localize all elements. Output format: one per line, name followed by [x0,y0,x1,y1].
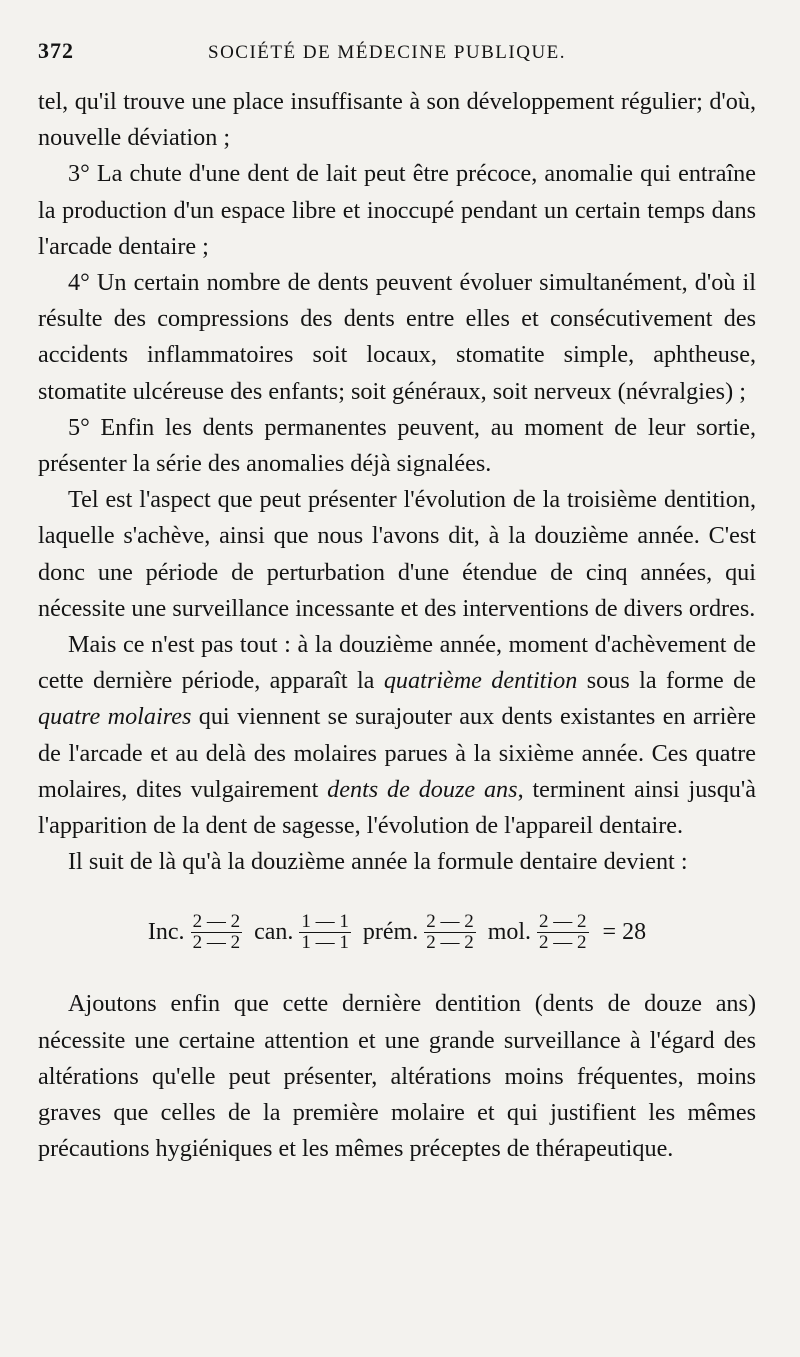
paragraph-item-5: 5° Enfin les dents permanentes peuvent, au moment de leur sortie, présenter la série des anomalies déjà signalées. [38,413,756,478]
emphasis-dents-de-douze-ans: dents de douze ans [327,775,518,803]
body-text [38,84,756,1167]
running-title: SOCIÉTÉ DE MÉDECINE PUBLIQUE. [208,42,567,63]
formula-canines: can. $\frac{1 — 1}{1 — 1}$ [254,910,349,953]
paragraph-item-4: 4° Un certain nombre de dents peuvent évoluer simultanément, d'où il résulte des compressions des dents entre elles et consécutivement des accidents inflammatoires soit locaux, stomatite simple, aphtheuse, stomatite ulcéreuse des enfants; soit généraux, soit nerveux (névralgies) ; [38,269,756,405]
paragraph-continuation: tel, qu'il trouve une place insuffisante à son développement régulier; d'où, nouvelle déviation ; [38,88,756,152]
formula-premolars: prém. $\frac{2 — 2}{2 — 2}$ [362,910,474,953]
page-header [38,38,756,78]
dental-formula [38,888,756,976]
emphasis-quatre-molaires: quatre molaires [38,703,192,731]
formula-molars: mol. $\frac{2 — 2}{2 — 2}$ [487,910,587,953]
paragraph-fourth-dentition: Mais ce n'est pas tout : à la douzième année, moment d'achèvement de cette dernière période, apparaît la quatrième dentition sous la forme de quatre molaires qui viennent se surajouter aux dents existantes en arrière de l'arcade et au delà des molaires parues à la sixième année. Ces quatre molaires, dites vulgairement dents de douze ans, terminent ainsi jusqu'à l'apparition de la dent de sagesse, l'évolution de l'appareil dentaire. [38,631,756,840]
paragraph-formula-intro: Il suit de là qu'à la douzième année la formule dentaire devient : [68,848,688,876]
paragraph-final: Ajoutons enfin que cette dernière dentition (dents de douze ans) nécessite une certaine attention et une grande surveillance à l'égard des altérations qu'elle peut présenter, altérations moins fréquentes, moins graves que celles de la première molaire et qui justifient les mêmes précautions hygiéniques et les mêmes préceptes de thérapeutique. [38,990,756,1163]
formula-incisors: Inc. $\frac{2 — 2}{2 — 2}$ [147,910,241,953]
formula-total: = 28 [602,918,647,945]
page-number: 372 [38,38,74,63]
emphasis-quatrieme-dentition: quatrième dentition [383,667,578,695]
paragraph-item-3: 3° La chute d'une dent de lait peut être précoce, anomalie qui entraîne la production d'un espace libre et inoccupé pendant un certain temps dans l'arcade dentaire ; [38,160,756,260]
paragraph-third-dentition: Tel est l'aspect que peut présenter l'évolution de la troisième dentition, laquelle s'achève, ainsi que nous l'avons dit, à la douzième année. C'est donc une période de perturbation d'une étendue de cinq années, qui nécessite une surveillance incessante et des interventions de divers ordres. [38,486,756,622]
